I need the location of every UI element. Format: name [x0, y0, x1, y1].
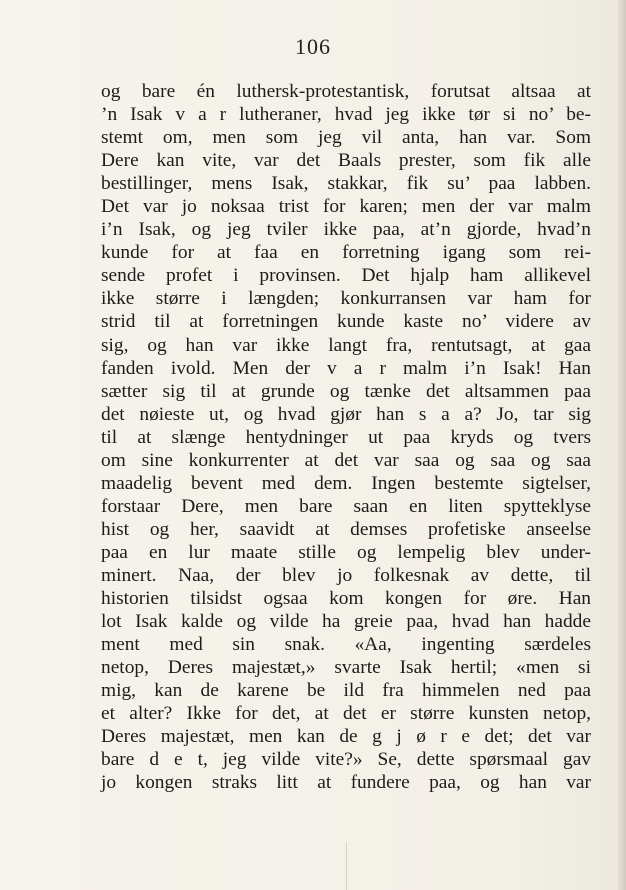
text-line: hist og her, saavidt at demses profetiske anseelse: [101, 518, 591, 540]
page-fold-mark: [346, 842, 347, 890]
text-line: Dere kan vite, var det Baals prester, som fik alle: [101, 150, 591, 172]
page-number: 106: [295, 34, 331, 59]
text-line: bare d e t, jeg vilde vite?» Se, dette spørsmaal gav: [101, 749, 591, 771]
body-text: [101, 80, 591, 794]
text-line: mig, kan de karene be ild fra himmelen ned paa: [101, 680, 591, 702]
text-line: fanden ivold. Men der v a r malm i’n Isak! Han: [101, 357, 591, 379]
text-line: netop, Deres majestæt,» svarte Isak hertil; «men si: [101, 657, 591, 679]
text-line: til at slænge hentydninger ut paa kryds og tvers: [101, 426, 591, 448]
page-edge: [618, 0, 626, 890]
text-line: Deres majestæt, men kan de g j ø r e det; det var: [101, 726, 591, 748]
text-line: i’n Isak, og jeg tviler ikke paa, at’n gjorde, hvad’n: [101, 219, 591, 241]
text-line: strid til at forretningen kunde kaste no’ videre av: [101, 311, 591, 333]
text-line: paa en lur maate stille og lempelig blev under-: [101, 541, 591, 563]
text-line: forstaar Dere, men bare saan en liten spytteklyse: [101, 495, 591, 517]
text-line: ikke større i længden; konkurransen var ham for: [101, 288, 591, 310]
text-line: stemt om, men som jeg vil anta, han var. Som: [101, 127, 591, 149]
text-line: historien tilsidst ogsaa kom kongen for øre. Han: [101, 588, 591, 610]
text-line: det nøieste ut, og hvad gjør han s a a? Jo, tar sig: [101, 403, 591, 425]
text-line: sig, og han var ikke langt fra, rentutsagt, at gaa: [101, 334, 591, 356]
text-line: minert. Naa, der blev jo folkesnak av dette, til: [101, 564, 591, 586]
text-line: kunde for at faa en forretning igang som rei-: [101, 242, 591, 264]
text-line: et alter? Ikke for det, at det er større kunsten netop,: [101, 703, 591, 725]
text-line: maadelig bevent med dem. Ingen bestemte sigtelser,: [101, 472, 591, 494]
text-line: ment med sin snak. «Aa, ingenting særdeles: [101, 634, 591, 656]
text-line: ’n Isak v a r lutheraner, hvad jeg ikke tør si no’ be-: [101, 104, 591, 126]
text-line: sætter sig til at grunde og tænke det altsammen paa: [101, 380, 591, 402]
text-line: bestillinger, mens Isak, stakkar, fik su’ paa labben.: [101, 173, 591, 195]
text-line: lot Isak kalde og vilde ha greie paa, hvad han hadde: [101, 611, 591, 633]
text-line: om sine konkurrenter at det var saa og saa og saa: [101, 449, 591, 471]
text-line: sende profet i provinsen. Det hjalp ham allikevel: [101, 265, 591, 287]
text-line: Det var jo noksaa trist for karen; men der var malm: [101, 196, 591, 218]
text-line: og bare én luthersk-protestantisk, forutsat altsaa at: [101, 81, 591, 102]
text-line: jo kongen straks litt at fundere paa, og han var: [101, 772, 591, 794]
